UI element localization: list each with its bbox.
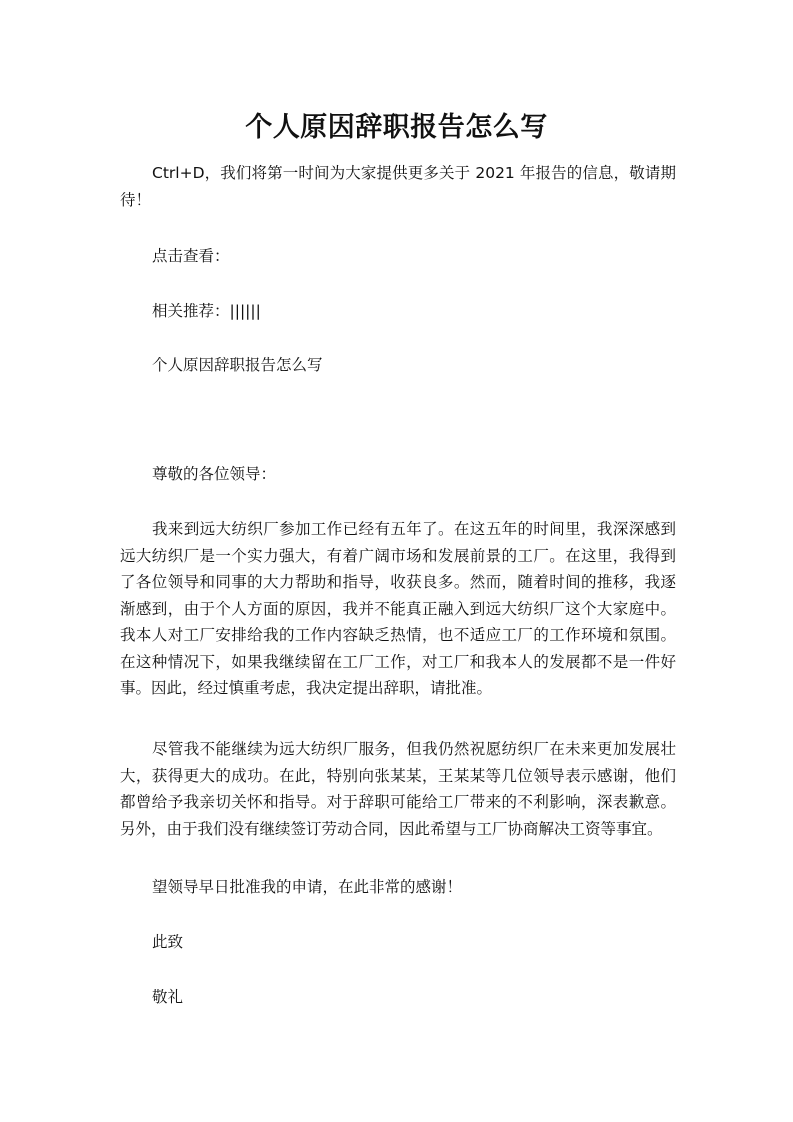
salutation-text: 尊敬的各位领导：: [152, 465, 277, 483]
click-view-text: 点击查看：: [152, 247, 230, 265]
request-paragraph: 望领导早日批准我的申请，在此非常的感谢！: [152, 878, 463, 896]
document-title: 个人原因辞职报告怎么写: [245, 112, 548, 143]
subtitle-text: 个人原因辞职报告怎么写: [152, 356, 323, 374]
recommend-text: 相关推荐：||||||: [152, 302, 261, 320]
intro-paragraph: Ctrl+D，我们将第一时间为大家提供更多关于 2021 年报告的信息，敬请期待！: [120, 164, 676, 209]
closing-cizhi: 此致: [152, 933, 184, 951]
body-paragraph-2: 尽管我不能继续为远大纺织厂服务，但我仍然祝愿纺织厂在未来更加发展壮大，获得更大的成功。在此，特别向张某某，王某某等几位领导表示感谢，他们都曾给予我亲切关怀和指导。对于辞职可能给工厂带来的不利影响，深表歉意。另外，由于我们没有继续签订劳动合同，因此希望与工厂协商解决工资等事宜。: [120, 740, 676, 838]
body-paragraph-1: 我来到远大纺织厂参加工作已经有五年了。在这五年的时间里，我深深感到远大纺织厂是一个实力强大，有着广阔市场和发展前景的工厂。在这里，我得到了各位领导和同事的大力帮助和指导，收获良多。然而，随着时间的推移，我逐渐感到，由于个人方面的原因，我并不能真正融入到远大纺织厂这个大家庭中。我本人对工厂安排给我的工作内容缺乏热情，也不适应工厂的工作环境和氛围。在这种情况下，如果我继续留在工厂工作，对工厂和我本人的发展都不是一件好事。因此，经过慎重考虑，我决定提出辞职，请批准。: [120, 520, 676, 697]
closing-jingli: 敬礼: [152, 988, 184, 1006]
